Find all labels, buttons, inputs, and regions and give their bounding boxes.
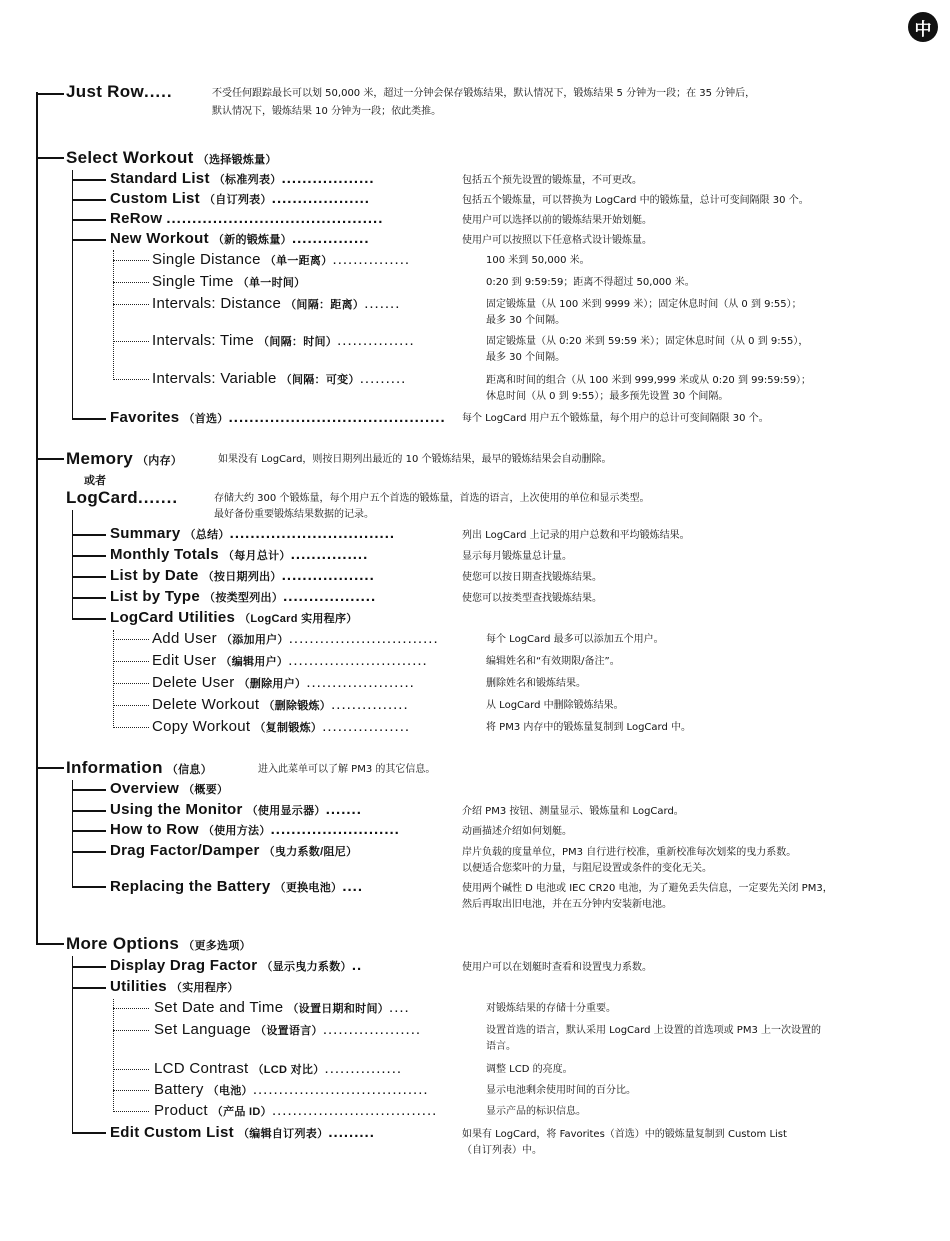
menu-using-the-monitor: Using the Monitor （使用显示器）.......: [110, 801, 362, 818]
rerow-desc: 使用户可以选择以前的锻炼结果开始划艇。: [462, 215, 652, 226]
menu-set-date-and-time: Set Date and Time （设置日期和时间）....: [154, 999, 410, 1016]
intervals-distance-desc-1: 固定锻炼量（从 100 米到 9999 米）；固定休息时间（从 0 到 9:55）；: [486, 299, 802, 310]
menu-logcard-utilities: LogCard Utilities （LogCard 实用程序）: [110, 609, 358, 626]
branch-line: [72, 418, 106, 420]
branch-line: [72, 886, 106, 888]
sub-branch-dotted: [113, 639, 149, 640]
replacing-battery-desc-2: 然后再取出旧电池，并在五分钟内安装新电池。: [462, 899, 672, 910]
new-workout-desc: 使用户可以按照以下任意格式设计锻炼量。: [462, 235, 652, 246]
product-id-desc: 显示产品的标识信息。: [486, 1106, 586, 1117]
menu-battery: Battery （电池）..................................: [154, 1081, 429, 1098]
menu-monthly-totals: Monthly Totals （每月总计）...............: [110, 546, 369, 563]
branch-line: [72, 219, 106, 221]
menu-memory: Memory （内存）: [66, 449, 183, 468]
branch-line: [72, 239, 106, 241]
standard-list-desc: 包括五个预先设置的锻炼量，不可更改。: [462, 175, 642, 186]
lcd-contrast-desc: 调整 LCD 的亮度。: [486, 1064, 573, 1075]
branch-line: [72, 810, 106, 812]
sub-branch-dotted: [113, 630, 114, 728]
battery-desc: 显示电池剩余使用时间的百分比。: [486, 1085, 636, 1096]
menu-list-by-date: List by Date （按日期列出）..................: [110, 567, 375, 584]
set-date-desc: 对锻炼结果的存储十分重要。: [486, 1003, 616, 1014]
sub-branch-dotted: [113, 1030, 149, 1031]
list-by-type-desc: 使您可以按类型查找锻炼结果。: [462, 593, 602, 604]
edit-user-desc: 编辑姓名和“有效期限/备注”。: [486, 656, 620, 667]
sub-branch-dotted: [113, 1111, 149, 1112]
branch-line: [72, 618, 106, 620]
intervals-time-desc-1: 固定锻炼量（从 0:20 米到 59:59 米）；固定休息时间（从 0 到 9:55），: [486, 336, 809, 347]
branch-line: [36, 157, 64, 159]
sub-branch-dotted: [113, 1090, 149, 1091]
menu-replacing-the-battery: Replacing the Battery （更换电池）....: [110, 878, 363, 895]
monthly-totals-desc: 显示每月锻炼量总计量。: [462, 551, 572, 562]
branch-line: [72, 199, 106, 201]
branch-line: [72, 179, 106, 181]
drag-factor-desc-2: 以便适合您桨叶的力量，与阻尼设置或条件的变化无关。: [462, 863, 712, 874]
sub-branch-dotted: [113, 1008, 149, 1009]
menu-delete-user: Delete User （删除用户）.....................: [152, 674, 415, 691]
single-time-desc: 0:20 到 9:59:59；距离不得超过 50,000 米。: [486, 277, 695, 288]
favorites-desc: 每个 LogCard 用户五个锻炼量，每个用户的总计可变间隔限 30 个。: [462, 413, 769, 424]
intervals-variable-desc-1: 距离和时间的组合（从 100 米到 999,999 米或从 0:20 到 99:59:59）；: [486, 375, 812, 386]
menu-favorites: Favorites （首选）..........................................: [110, 409, 446, 426]
branch-line: [72, 780, 73, 888]
branch-line: [72, 510, 73, 620]
branch-line: [72, 1132, 106, 1134]
branch-line: [72, 789, 106, 791]
sub-branch-dotted: [113, 727, 149, 728]
sub-branch-dotted: [113, 260, 149, 261]
intervals-distance-desc-2: 最多 30 个间隔。: [486, 315, 566, 326]
menu-copy-workout: Copy Workout （复制锻炼）.................: [152, 718, 411, 735]
branch-line: [72, 555, 106, 557]
menu-utilities: Utilities （实用程序）: [110, 978, 239, 995]
list-by-date-desc: 使您可以按日期查找锻炼结果。: [462, 572, 602, 583]
replacing-battery-desc-1: 使用两个碱性 D 电池或 IEC CR20 电池，为了避免丢失信息，一定要先关闭 PM3，: [462, 883, 833, 894]
display-drag-factor-desc: 使用户可以在划艇时查看和设置曳力系数。: [462, 962, 652, 973]
menu-single-distance: Single Distance （单一距离）...............: [152, 251, 411, 268]
menu-edit-user: Edit User （编辑用户）...........................: [152, 652, 428, 669]
sub-branch-dotted: [113, 705, 149, 706]
menu-logcard: LogCard.......: [66, 488, 179, 507]
menu-overview: Overview （概要）: [110, 780, 229, 797]
custom-list-desc: 包括五个锻炼量，可以替换为 LogCard 中的锻炼量，总计可变间隔限 30 个。: [462, 195, 809, 206]
copy-workout-desc: 将 PM3 内存中的锻炼量复制到 LogCard 中。: [486, 722, 691, 733]
sub-branch-dotted: [113, 379, 149, 380]
menu-summary: Summary （总结）................................: [110, 525, 396, 542]
branch-line: [36, 458, 64, 460]
edit-custom-list-desc-2: （自订列表）中。: [462, 1145, 542, 1156]
sub-branch-dotted: [113, 250, 114, 380]
menu-drag-factor-damper: Drag Factor/Damper （曳力系数/阻尼）: [110, 842, 358, 859]
branch-line: [72, 987, 106, 989]
sub-branch-dotted: [113, 1069, 149, 1070]
edit-custom-list-desc-1: 如果有 LogCard，将 Favorites（首选）中的锻炼量复制到 Custom List: [462, 1129, 787, 1140]
branch-line: [72, 576, 106, 578]
branch-line: [72, 597, 106, 599]
branch-line: [72, 966, 106, 968]
just-row-desc-1: 不受任何跟踪最长可以划 50,000 米，超过一分钟会保存锻炼结果，默认情况下，锻炼结果 5 分钟为一段；在 35 分钟后，: [212, 88, 756, 99]
menu-add-user: Add User （添加用户）.............................: [152, 630, 439, 647]
delete-workout-desc: 从 LogCard 中删除锻炼结果。: [486, 700, 624, 711]
menu-product-id: Product （产品 ID）................................: [154, 1102, 438, 1119]
sub-branch-dotted: [113, 661, 149, 662]
menu-intervals-time: Intervals: Time （间隔：时间）...............: [152, 332, 415, 349]
how-to-row-desc: 动画描述介绍如何划艇。: [462, 826, 572, 837]
branch-line: [36, 93, 64, 95]
logcard-desc-2: 最好备份重要锻炼结果数据的记录。: [214, 509, 374, 520]
sub-branch-dotted: [113, 282, 149, 283]
menu-new-workout: New Workout （新的锻炼量）...............: [110, 230, 370, 247]
tree-trunk-line: [36, 92, 38, 945]
sub-branch-dotted: [113, 999, 114, 1112]
sub-branch-dotted: [113, 304, 149, 305]
intervals-time-desc-2: 最多 30 个间隔。: [486, 352, 566, 363]
sub-branch-dotted: [113, 683, 149, 684]
menu-intervals-distance: Intervals: Distance （间隔：距离）.......: [152, 295, 401, 312]
menu-custom-list: Custom List （自订列表）...................: [110, 190, 370, 207]
set-language-desc-1: 设置首选的语言，默认采用 LogCard 上设置的首选项或 PM3 上一次设置的: [486, 1025, 821, 1036]
branch-line: [72, 170, 73, 420]
using-the-monitor-desc: 介绍 PM3 按钮、测量显示、锻炼量和 LogCard。: [462, 806, 684, 817]
intervals-variable-desc-2: 休息时间（从 0 到 9:55）；最多预先设置 30 个间隔。: [486, 391, 729, 402]
summary-desc: 列出 LogCard 上记录的用户总数和平均锻炼结果。: [462, 530, 690, 541]
delete-user-desc: 删除姓名和锻炼结果。: [486, 678, 586, 689]
branch-line: [72, 851, 106, 853]
menu-edit-custom-list: Edit Custom List （编辑自订列表）.........: [110, 1124, 375, 1141]
menu-single-time: Single Time （单一时间）: [152, 273, 306, 290]
menu-rerow: ReRow ..........................................: [110, 210, 384, 227]
set-language-desc-2: 语言。: [486, 1041, 516, 1052]
add-user-desc: 每个 LogCard 最多可以添加五个用户。: [486, 634, 664, 645]
branch-line: [36, 767, 64, 769]
menu-information: Information （信息）: [66, 758, 212, 777]
sub-branch-dotted: [113, 341, 149, 342]
menu-intervals-variable: Intervals: Variable （间隔：可变）.........: [152, 370, 407, 387]
logcard-desc-1: 存储大约 300 个锻炼量，每个用户五个首选的锻炼量，首选的语言，上次使用的单位和显示类型。: [214, 493, 650, 504]
menu-set-language: Set Language （设置语言）...................: [154, 1021, 422, 1038]
menu-how-to-row: How to Row （使用方法）.........................: [110, 821, 400, 838]
single-distance-desc: 100 米到 50,000 米。: [486, 255, 590, 266]
branch-line: [72, 534, 106, 536]
menu-more-options: More Options （更多选项）: [66, 934, 251, 953]
language-badge: 中: [908, 12, 938, 42]
information-desc: 进入此菜单可以了解 PM3 的其它信息。: [258, 764, 436, 775]
branch-line: [72, 956, 73, 1134]
menu-list-by-type: List by Type （按类型列出）..................: [110, 588, 377, 605]
just-row-desc-2: 默认情况下，锻炼结果 10 分钟为一段；依此类推。: [212, 106, 442, 117]
branch-line: [72, 830, 106, 832]
or-label: 或者: [84, 474, 106, 487]
menu-display-drag-factor: Display Drag Factor （显示曳力系数）..: [110, 957, 363, 974]
menu-lcd-contrast: LCD Contrast （LCD 对比）...............: [154, 1060, 403, 1077]
drag-factor-desc-1: 岸片负载的度量单位，PM3 自行进行校准，重新校准每次划桨的曳力系数。: [462, 847, 797, 858]
branch-line: [36, 943, 64, 945]
menu-delete-workout: Delete Workout （删除锻炼）...............: [152, 696, 409, 713]
menu-just-row: Just Row.....: [66, 82, 173, 101]
memory-desc: 如果没有 LogCard，则按日期列出最近的 10 个锻炼结果，最早的锻炼结果会自动删除。: [218, 454, 612, 465]
menu-standard-list: Standard List （标准列表）..................: [110, 170, 375, 187]
menu-select-workout: Select Workout （选择锻炼量）: [66, 148, 277, 167]
